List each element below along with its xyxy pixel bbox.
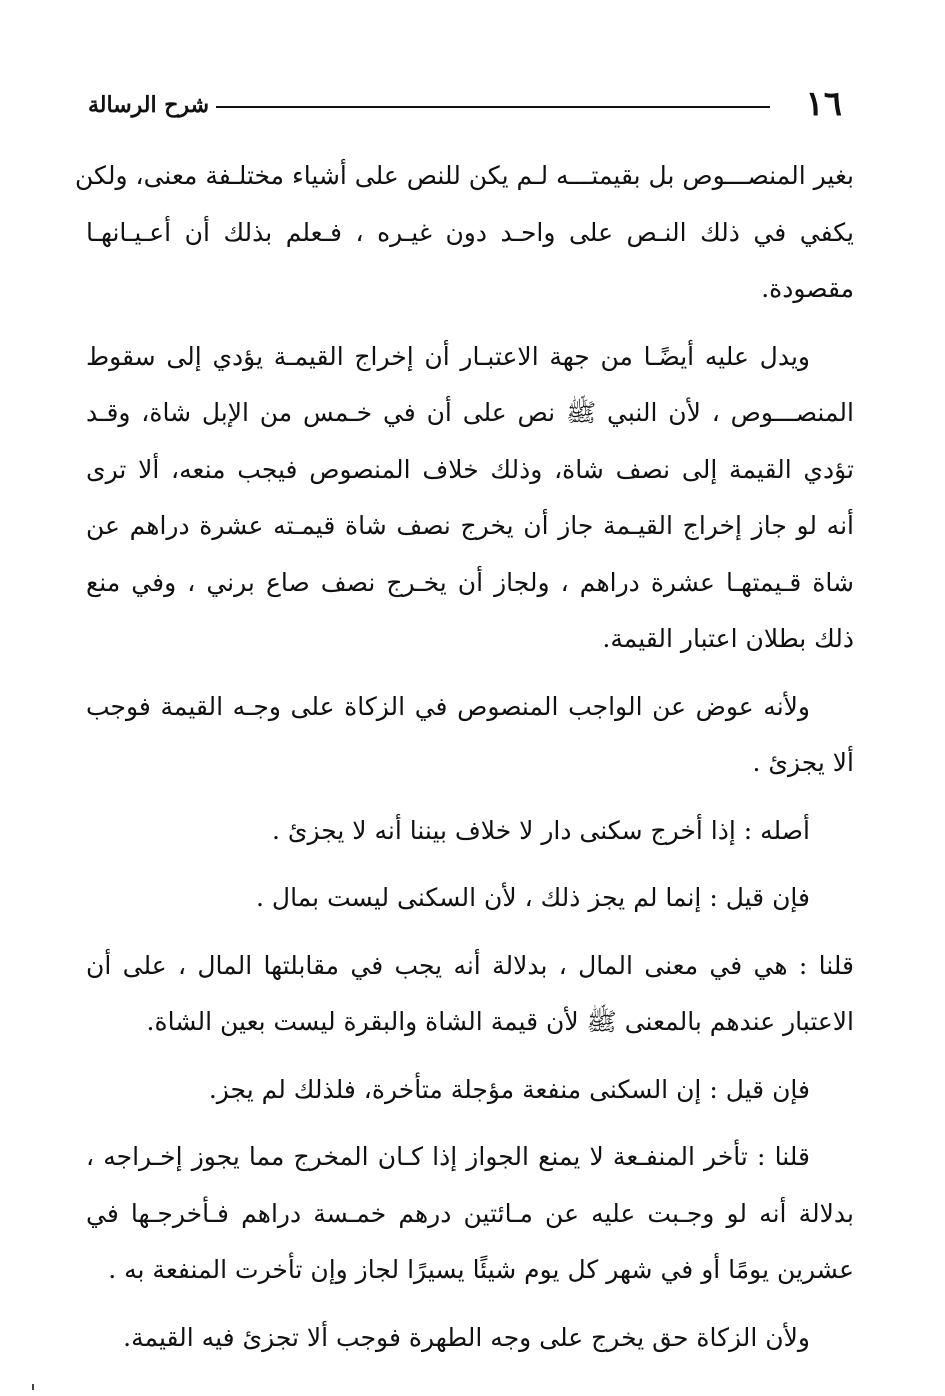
page-number: ١٦ xyxy=(805,84,842,124)
text-line: أصله : إذا أخرج سكنى دار لا خلاف بيننا أنه لا يجزئ . xyxy=(271,815,810,845)
scan-mark xyxy=(32,1384,34,1390)
text-line: عشرين يومًا أو في شهر كل يوم شيئًا يسيرًا لجاز وإن تأخرت المنفعة به . xyxy=(108,1255,854,1284)
text-line: فإن قيل : إن السكنى منفعة مؤجلة متأخرة، فلذلك لم يجز. xyxy=(208,1074,810,1104)
text-line: ذلك بطلان اعتبار القيمة. xyxy=(602,624,854,653)
body-text xyxy=(75,148,854,1366)
text-line: ويدل عليه أيضًـا من جهة الاعتبـار أن إخراج القيمـة يؤدي إلى سقوط xyxy=(86,341,810,371)
page-header xyxy=(88,82,850,126)
running-title: شرح الرسالة xyxy=(88,92,210,118)
text-line: يكفي في ذلك النـص على واحـد دون غيـره ، فـعلم بذلك أن أعـيـانهـا xyxy=(86,217,854,247)
text-line: بدلالة أنه لو وجـبت عليه عن مـائتين درهم خمـسة دراهم فـأخرجـها في xyxy=(86,1198,854,1228)
text-line: الاعتبار عندهم بالمعنى ﷺ لأن قيمة الشاة والبقرة ليست بعين الشاة. xyxy=(146,1007,854,1036)
header-rule xyxy=(216,106,770,108)
text-line: فإن قيل : إنما لم يجز ذلك ، لأن السكنى ليست بمال . xyxy=(256,883,810,912)
text-line: قلنا : تأخر المنفـعة لا يمنع الجواز إذا كـان المخرج مما يجوز إخـراجه ، xyxy=(86,1142,810,1171)
text-line: ألا يجزئ . xyxy=(752,748,854,777)
text-line: المنصـــوص ، لأن النبي ﷺ نص على أن في خـمس من الإبل شاة، وقـد xyxy=(86,398,854,427)
text-line: تؤدي القيمة إلى نصف شاة، وذلك خلاف المنصوص فيجب منعه، ألا ترى xyxy=(86,454,854,484)
text-line: قلنا : هي في معنى المال ، بدلالة أنه يجب في مقابلتها المال ، على أن xyxy=(86,950,854,980)
text-line: شاة قـيمتهـا عشرة دراهم ، ولجاز أن يخـرج نصف صاع برني ، وفي منع xyxy=(86,567,854,597)
text-line: بغير المنصـــوص بل بقيمتـــه لـم يكن للنص على أشياء مختلـفة معنى، ولكن xyxy=(75,161,854,190)
text-line: ولأنه عوض عن الواجب المنصوص في الزكاة على وجـه القيمة فوجب xyxy=(86,691,810,721)
text-line: مقصودة. xyxy=(761,274,854,303)
text-line: ولأن الزكاة حق يخرج على وجه الطهرة فوجب ألا تجزئ فيه القيمة. xyxy=(123,1322,810,1352)
text-line: أنه لو جاز إخراج القيـمة جاز أن يخرج نصف شاة قيمـته عشرة دراهم عن xyxy=(86,511,854,540)
